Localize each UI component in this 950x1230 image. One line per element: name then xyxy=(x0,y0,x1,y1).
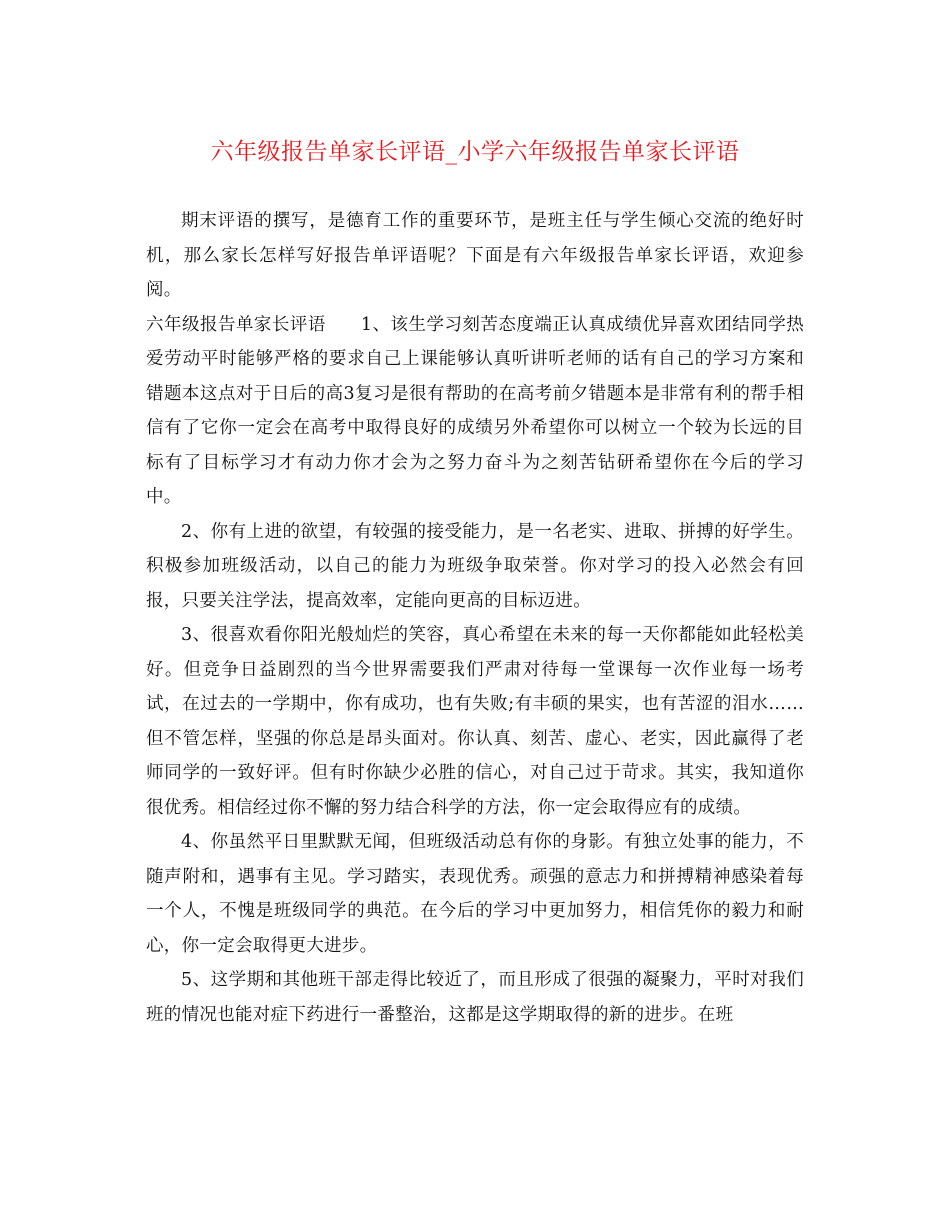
section-paragraph-1 xyxy=(146,308,804,515)
document-title: 六年级报告单家长评语_小学六年级报告单家长评语 xyxy=(210,139,740,165)
comment-5: 5、这学期和其他班干部走得比较近了，而且形成了很强的凝聚力，平时对我们班的情况也能对症下药进行一番整治，这都是这学期取得的新的进步。在班 xyxy=(146,970,804,1025)
comment-2: 2、你有上进的欲望，有较强的接受能力，是一名老实、进取、拼搏的好学生。积极参加班级活动，以自己的能力为班级争取荣誉。你对学习的投入必然会有回报，只要关注学法，提高效率，定能向更高的目标迈进。 xyxy=(146,521,804,611)
intro-paragraph: 期末评语的撰写，是德育工作的重要环节，是班主任与学生倾心交流的绝好时机，那么家长怎样写好报告单评语呢？下面是有六年级报告单家长评语，欢迎参阅。 xyxy=(146,211,804,300)
comment-1: 1、该生学习刻苦态度端正认真成绩优异喜欢团结同学热爱劳动平时能够严格的要求自己上课能够认真听讲听老师的话有自己的学习方案和错题本这点对于日后的高3复习是很有帮助的在高考前夕错题本是非常有利的帮手相信有了它你一定会在高考中取得良好的成绩另外希望你可以树立一个较为长远的目标有了目标学习才有动力你才会为之努力奋斗为之刻苦钻研希望你在今后的学习中。 xyxy=(146,314,804,507)
section-heading: 六年级报告单家长评语 xyxy=(146,314,326,335)
document-page xyxy=(146,130,804,1032)
comment-3: 3、很喜欢看你阳光般灿烂的笑容，真心希望在未来的每一天你都能如此轻松美好。但竞争日益剧烈的当今世界需要我们严肃对待每一堂课每一次作业每一场考试，在过去的一学期中，你有成功，也有失败;有丰硕的果实，也有苦涩的泪水……但不管怎样，坚强的你总是昂头面对。你认真、刻苦、虚心、老实，因此赢得了老师同学的一致好评。但有时你缺少必胜的信心，对自己过于苛求。其实，我知道你很优秀。相信经过你不懈的努力结合科学的方法，你一定会取得应有的成绩。 xyxy=(146,625,804,818)
comment-4: 4、你虽然平日里默默无闻，但班级活动总有你的身影。有独立处事的能力，不随声附和，遇事有主见。学习踏实，表现优秀。顽强的意志力和拼搏精神感染着每一个人，不愧是班级同学的典范。在今后的学习中更加努力，相信凭你的毅力和耐心，你一定会取得更大进步。 xyxy=(146,832,804,956)
